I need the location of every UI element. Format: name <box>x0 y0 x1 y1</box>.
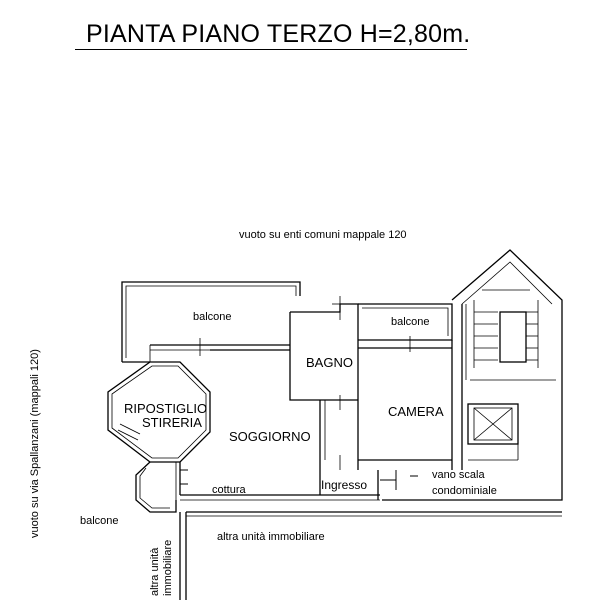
label-condominiale: condominiale <box>432 485 497 497</box>
bagno-room-outline <box>290 296 358 400</box>
altra-unita-band <box>180 512 186 600</box>
label-camera: CAMERA <box>388 404 444 419</box>
label-balcone-top-left: balcone <box>193 311 232 323</box>
label-altra-unita: altra unità immobiliare <box>217 531 325 543</box>
staircase-outline <box>382 250 562 500</box>
label-cottura: cottura <box>212 484 246 496</box>
balcony-bottom-left-outline <box>136 462 176 512</box>
label-balcone-top-right: balcone <box>391 316 430 328</box>
plan-title: PIANTA PIANO TERZO H=2,80m. <box>86 20 471 48</box>
balcony-top-right-outline <box>358 304 452 352</box>
label-soggiorno: SOGGIORNO <box>229 429 311 444</box>
label-altra-unita-vertical-1: altra unità <box>149 547 161 596</box>
label-vano-scala: vano scala <box>432 469 485 481</box>
label-balcone-bottom-left: balcone <box>80 515 119 527</box>
label-vuoto-left: vuoto su via Spallanzani (mappali 120) <box>29 349 41 538</box>
label-altra-unita-vertical-2: immobiliare <box>162 539 174 596</box>
label-bagno: BAGNO <box>306 355 353 370</box>
label-ripostiglio: RIPOSTIGLIO <box>124 401 208 416</box>
label-vuoto-top: vuoto su enti comuni mappale 120 <box>239 229 407 241</box>
label-ingresso: Ingresso <box>321 478 368 492</box>
label-stireria: STIRERIA <box>142 415 202 430</box>
altra-unita-horizontal <box>186 512 562 516</box>
